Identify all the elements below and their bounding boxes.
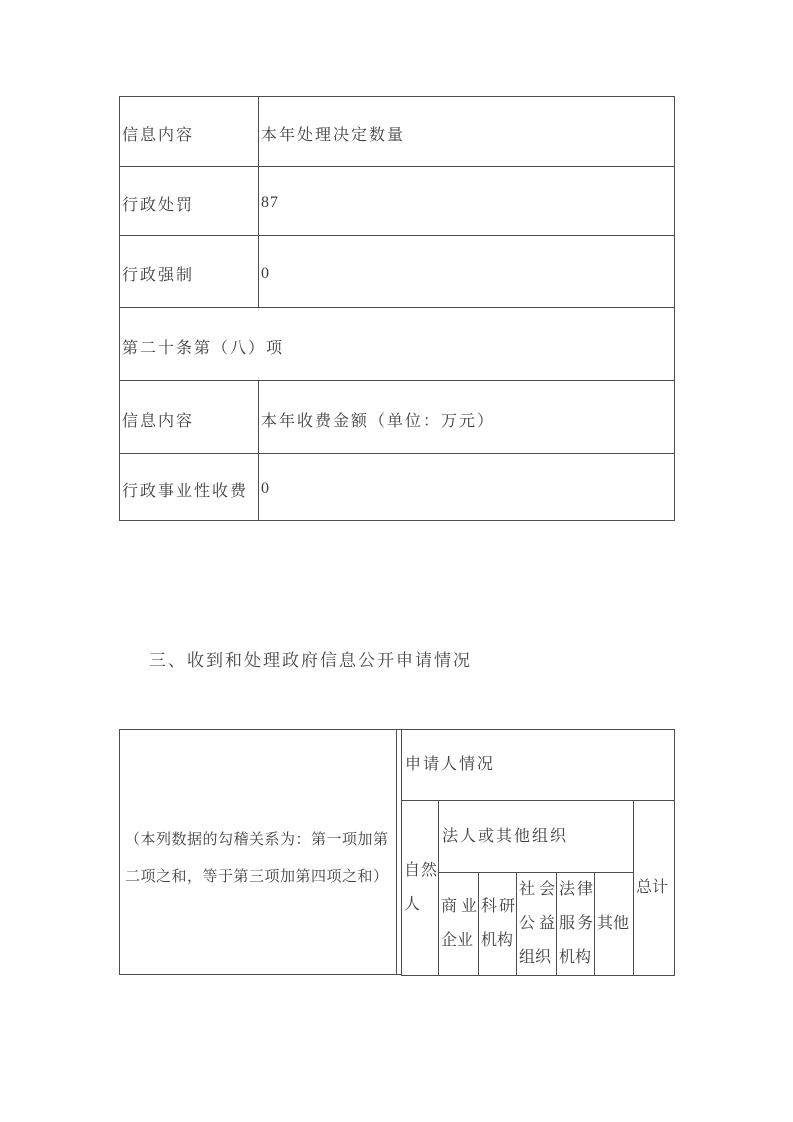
admin-coercion-value: 0 [259, 236, 675, 308]
info-content-label: 信息内容 [120, 97, 259, 167]
admin-coercion-label: 行政强制 [120, 236, 259, 308]
fee-amount-header: 本年收费金额（单位：万元） [259, 381, 675, 454]
col-other: 其他 [595, 873, 634, 976]
admin-penalty-value: 87 [259, 167, 675, 236]
col-business-enterprise: 商业企业 [439, 873, 479, 976]
table-row [120, 454, 675, 521]
table-row [120, 167, 675, 236]
decision-count-header: 本年处理决定数量 [259, 97, 675, 167]
admin-service-fee-label: 行政事业性收费 [120, 454, 259, 521]
table-row [402, 801, 675, 873]
decisions-fees-table [119, 96, 675, 521]
col-total: 总计 [634, 801, 675, 976]
col-research-institution: 科研机构 [479, 873, 517, 976]
col-social-welfare-org: 社会公益组织 [517, 873, 557, 976]
col-legal-service-org: 法律服务机构 [557, 873, 595, 976]
table-row [120, 308, 675, 381]
table-row [120, 97, 675, 167]
col-natural-person: 自然人 [402, 801, 439, 976]
applicant-status-header: 申请人情况 [402, 730, 675, 801]
article-20-item-8-cell: 第二十条第（八）项 [120, 308, 675, 381]
admin-service-fee-value: 0 [259, 454, 675, 521]
note-cell [119, 729, 397, 975]
info-content-label: 信息内容 [120, 381, 259, 454]
note-text: （本列数据的勾稽关系为：第一项加第二项之和，等于第三项加第四项之和） [125, 832, 389, 885]
table-row [120, 236, 675, 308]
table-row [120, 381, 675, 454]
applications-table [119, 729, 675, 975]
admin-penalty-label: 行政处罚 [120, 167, 259, 236]
applicant-header-table [401, 729, 675, 976]
section-heading: 三、收到和处理政府信息公开申请情况 [149, 651, 472, 670]
table-row [402, 730, 675, 801]
col-legal-entities-group: 法人或其他组织 [439, 801, 634, 873]
